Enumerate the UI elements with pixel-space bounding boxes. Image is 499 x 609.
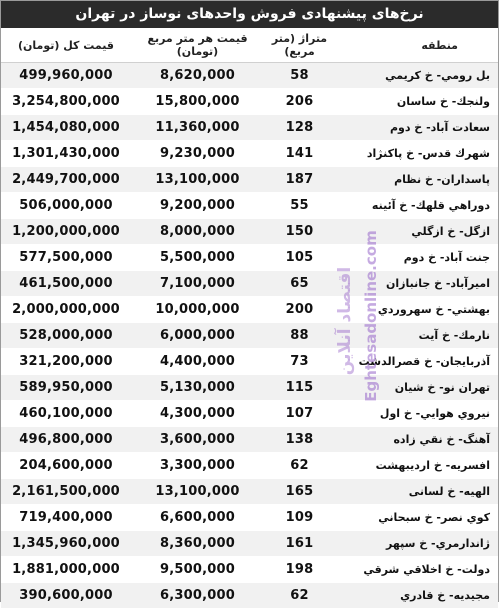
table-row — [1, 375, 498, 401]
area-cell: 150 — [264, 219, 335, 245]
table-row — [1, 323, 498, 349]
table-row — [1, 193, 498, 219]
region-cell: آذربايجان- خ قصرالدشت — [335, 349, 498, 375]
table-row — [1, 479, 498, 505]
total-cell: 496,800,000 — [1, 427, 131, 453]
watermark-brand-text: اقتصاد آنلاین — [335, 266, 355, 376]
area-cell: 165 — [264, 479, 335, 505]
header-area: متراژ (متر مربع) — [264, 28, 335, 63]
total-cell: 577,500,000 — [1, 245, 131, 271]
total-cell: 1,881,000,000 — [1, 557, 131, 583]
area-cell: 200 — [264, 297, 335, 323]
header-price-per-sqm: قیمت هر متر مربع (تومان) — [131, 28, 264, 63]
table-row — [1, 453, 498, 479]
region-cell: دولت- خ اخلاقي شرقي — [335, 557, 498, 583]
region-cell: تهران نو- خ شيان — [335, 375, 498, 401]
region-cell: جنت آباد- خ دوم — [335, 245, 498, 271]
total-cell: 460,100,000 — [1, 401, 131, 427]
table-row — [1, 245, 498, 271]
price-per-sqm-cell: 3,600,000 — [131, 427, 264, 453]
header-total: قیمت کل (تومان) — [1, 28, 131, 63]
table-row — [1, 89, 498, 115]
region-cell: ازگل- خ ازگلي — [335, 219, 498, 245]
table-row — [1, 115, 498, 141]
area-cell: 73 — [264, 349, 335, 375]
total-cell: 204,600,000 — [1, 453, 131, 479]
table-row — [1, 401, 498, 427]
price-per-sqm-cell: 5,500,000 — [131, 245, 264, 271]
total-cell: 589,950,000 — [1, 375, 131, 401]
total-cell: 1,301,430,000 — [1, 141, 131, 167]
total-cell: 499,960,000 — [1, 63, 131, 89]
total-cell: 506,000,000 — [1, 193, 131, 219]
table-row — [1, 141, 498, 167]
region-cell: شهرك قدس- خ پاکنژاد — [335, 141, 498, 167]
table-row — [1, 505, 498, 531]
price-per-sqm-cell: 8,620,000 — [131, 63, 264, 89]
price-per-sqm-cell: 4,300,000 — [131, 401, 264, 427]
region-cell: اميرآباد- خ جانبازان — [335, 271, 498, 297]
area-cell: 109 — [264, 505, 335, 531]
area-cell: 141 — [264, 141, 335, 167]
table-row — [1, 427, 498, 453]
area-cell: 187 — [264, 167, 335, 193]
price-per-sqm-cell: 7,100,000 — [131, 271, 264, 297]
total-cell: 321,200,000 — [1, 349, 131, 375]
total-cell: 3,254,800,000 — [1, 89, 131, 115]
region-cell: نيروي هوايي- خ اول — [335, 401, 498, 427]
price-per-sqm-cell: 6,300,000 — [131, 583, 264, 609]
table-row — [1, 349, 498, 375]
area-cell: 62 — [264, 583, 335, 609]
area-cell: 105 — [264, 245, 335, 271]
region-cell: پاسداران- خ نظام — [335, 167, 498, 193]
total-cell: 1,200,000,000 — [1, 219, 131, 245]
total-cell: 2,000,000,000 — [1, 297, 131, 323]
area-cell: 88 — [264, 323, 335, 349]
total-cell: 2,161,500,000 — [1, 479, 131, 505]
total-cell: 1,454,080,000 — [1, 115, 131, 141]
area-cell: 65 — [264, 271, 335, 297]
table-row — [1, 219, 498, 245]
price-per-sqm-cell: 4,400,000 — [131, 349, 264, 375]
table-row — [1, 297, 498, 323]
region-cell: افسريه- خ ارديبهشت — [335, 453, 498, 479]
price-per-sqm-cell: 9,500,000 — [131, 557, 264, 583]
total-cell: 719,400,000 — [1, 505, 131, 531]
table-row — [1, 167, 498, 193]
total-cell: 528,000,000 — [1, 323, 131, 349]
price-per-sqm-cell: 3,300,000 — [131, 453, 264, 479]
region-cell: نارمك- خ آيت — [335, 323, 498, 349]
area-cell: 62 — [264, 453, 335, 479]
region-cell: ژاندارمري- خ سپهر — [335, 531, 498, 557]
area-cell: 115 — [264, 375, 335, 401]
region-cell: سعادت آباد- خ دوم — [335, 115, 498, 141]
table-row — [1, 271, 498, 297]
area-cell: 161 — [264, 531, 335, 557]
region-cell: الهيه- خ لسانی — [335, 479, 498, 505]
price-per-sqm-cell: 5,130,000 — [131, 375, 264, 401]
price-per-sqm-cell: 10,000,000 — [131, 297, 264, 323]
price-per-sqm-cell: 6,600,000 — [131, 505, 264, 531]
area-cell: 107 — [264, 401, 335, 427]
total-cell: 461,500,000 — [1, 271, 131, 297]
total-cell: 2,449,700,000 — [1, 167, 131, 193]
area-cell: 206 — [264, 89, 335, 115]
price-table — [1, 28, 498, 609]
table-row — [1, 583, 498, 609]
table-row — [1, 557, 498, 583]
price-per-sqm-cell: 9,200,000 — [131, 193, 264, 219]
total-cell: 390,600,000 — [1, 583, 131, 609]
table-body — [1, 63, 498, 609]
region-cell: بل رومي- خ کريمي — [335, 63, 498, 89]
price-per-sqm-cell: 11,360,000 — [131, 115, 264, 141]
region-cell: آهنگ- خ نقي زاده — [335, 427, 498, 453]
price-per-sqm-cell: 13,100,000 — [131, 167, 264, 193]
region-cell: دوراهي قلهك- خ آئينه — [335, 193, 498, 219]
area-cell: 58 — [264, 63, 335, 89]
area-cell: 128 — [264, 115, 335, 141]
price-per-sqm-cell: 6,000,000 — [131, 323, 264, 349]
region-cell: مجيديه- خ قادري — [335, 583, 498, 609]
region-cell: كوي نصر- خ سبحاني — [335, 505, 498, 531]
area-cell: 198 — [264, 557, 335, 583]
price-per-sqm-cell: 13,100,000 — [131, 479, 264, 505]
table-row — [1, 531, 498, 557]
watermark-site-text: Eghtesadonline.com — [362, 230, 380, 402]
price-per-sqm-cell: 9,230,000 — [131, 141, 264, 167]
area-cell: 138 — [264, 427, 335, 453]
total-cell: 1,345,960,000 — [1, 531, 131, 557]
area-cell: 55 — [264, 193, 335, 219]
region-cell: ولنجك- خ ساسان — [335, 89, 498, 115]
table-row — [1, 63, 498, 89]
price-per-sqm-cell: 8,360,000 — [131, 531, 264, 557]
header-row — [1, 28, 498, 63]
price-per-sqm-cell: 15,800,000 — [131, 89, 264, 115]
region-cell: بهشتي- خ سهروردي — [335, 297, 498, 323]
table-title: نرخ‌های پیشنهادی فروش واحدهای نوساز در تهران — [1, 1, 498, 28]
header-region: منطقه — [335, 28, 498, 63]
price-per-sqm-cell: 8,000,000 — [131, 219, 264, 245]
